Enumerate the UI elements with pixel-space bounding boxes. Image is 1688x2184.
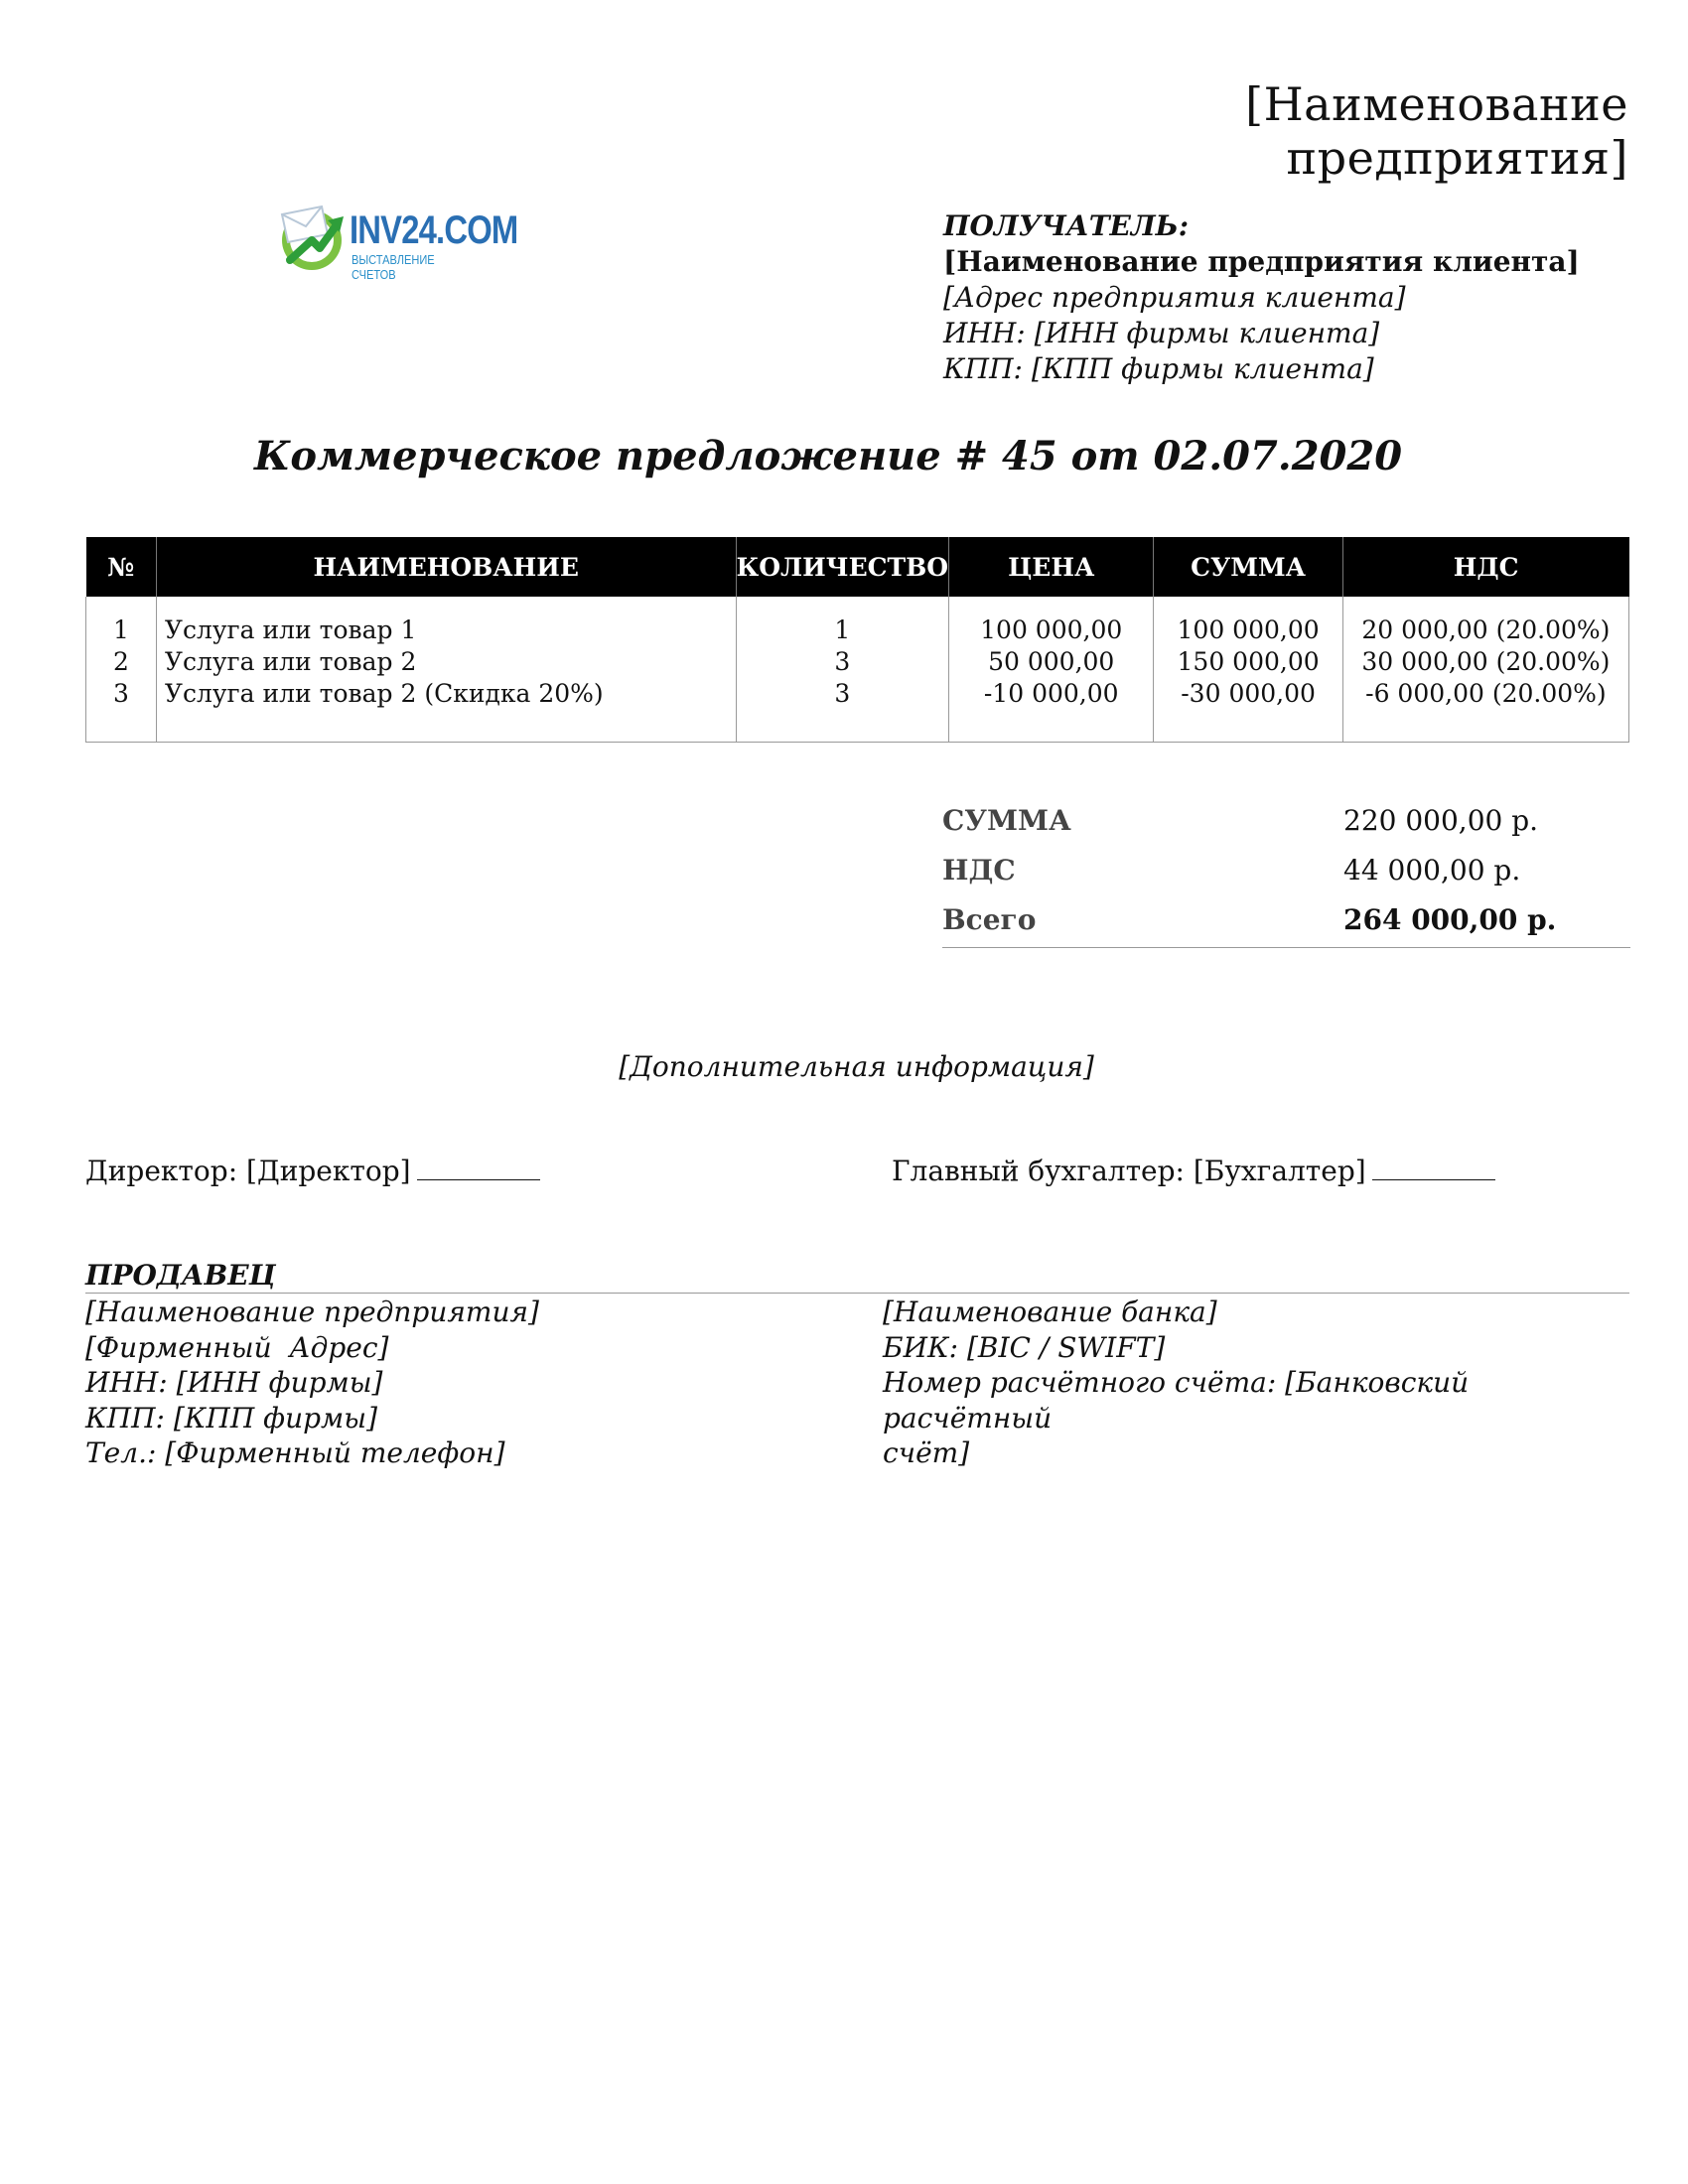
items-table	[85, 537, 1629, 743]
row-number: 3	[112, 679, 129, 708]
totals-vat-row	[942, 854, 1630, 903]
seller-details	[85, 1295, 840, 1471]
accountant-signature	[892, 1154, 1495, 1187]
cell-numbers	[86, 597, 157, 743]
row-price: -10 000,00	[983, 679, 1119, 708]
totals-divider	[942, 947, 1630, 948]
row-sum: 100 000,00	[1177, 615, 1320, 644]
seller-divider	[85, 1293, 1629, 1294]
seller-address: [Фирменный Адрес]	[85, 1330, 389, 1364]
row-quantity: 1	[834, 615, 851, 644]
envelope-arrow-icon	[276, 201, 348, 272]
bank-bic: БИК: [BIC / SWIFT]	[883, 1330, 1166, 1364]
director-signature-line	[417, 1154, 540, 1180]
row-quantity: 3	[834, 647, 851, 676]
row-name: Услуга или товар 2	[164, 647, 417, 676]
seller-company: [Наименование предприятия]	[85, 1296, 539, 1328]
cell-sums	[1154, 597, 1342, 743]
logo	[276, 201, 518, 282]
totals-block	[942, 804, 1630, 953]
cell-names	[156, 597, 736, 743]
header-name: НАИМЕНОВАНИЕ	[156, 537, 736, 597]
recipient-kpp: КПП: [КПП фирмы клиента]	[943, 352, 1374, 385]
row-vat: 20 000,00 (20.00%)	[1361, 615, 1611, 644]
accountant-signature-line	[1372, 1154, 1495, 1180]
sum-value: 220 000,00 р.	[1343, 804, 1539, 837]
header-quantity: КОЛИЧЕСТВО	[736, 537, 949, 597]
recipient-name: [Наименование предприятия клиента]	[943, 245, 1580, 278]
vat-value: 44 000,00 р.	[1343, 854, 1521, 887]
totals-total-row	[942, 903, 1630, 953]
additional-info: [Дополнительная информация]	[619, 1050, 1094, 1083]
header-price: ЦЕНА	[949, 537, 1154, 597]
sum-label: СУММА	[942, 804, 1071, 837]
company-title: [Наименование предприятия]	[1245, 77, 1628, 185]
recipient-block	[943, 208, 1638, 387]
totals-sum-row	[942, 804, 1630, 854]
total-label: Всего	[942, 903, 1037, 936]
row-price: 50 000,00	[988, 647, 1115, 676]
seller-kpp: КПП: [КПП фирмы]	[85, 1401, 377, 1434]
seller-label: ПРОДАВЕЦ	[85, 1259, 276, 1292]
header-number: №	[86, 537, 157, 597]
seller-phone: Тел.: [Фирменный телефон]	[85, 1436, 505, 1469]
seller-inn: ИНН: [ИНН фирмы]	[85, 1366, 383, 1399]
cell-vats	[1342, 597, 1628, 743]
director-label: Директор: [Директор]	[85, 1155, 411, 1187]
logo-subtitle: ВЫСТАВЛЕНИЕ СЧЕТОВ	[352, 252, 435, 282]
row-price: 100 000,00	[980, 615, 1123, 644]
cell-prices	[949, 597, 1154, 743]
row-number: 2	[112, 647, 129, 676]
logo-text: INV24.COM	[350, 208, 518, 252]
vat-label: НДС	[942, 854, 1016, 887]
bank-name: [Наименование банка]	[883, 1296, 1217, 1328]
bank-account-line-1: Номер расчётного счёта: [Банковский расчётный	[883, 1366, 1470, 1434]
bank-account-line-2: счёт]	[883, 1436, 970, 1469]
row-number: 1	[112, 615, 129, 644]
row-sum: -30 000,00	[1181, 679, 1316, 708]
row-vat: 30 000,00 (20.00%)	[1361, 647, 1611, 676]
row-name: Услуга или товар 2 (Скидка 20%)	[164, 679, 604, 708]
recipient-address: [Адрес предприятия клиента]	[943, 281, 1406, 314]
document-title: Коммерческое предложение # 45 от 02.07.2020	[253, 433, 1403, 479]
row-quantity: 3	[834, 679, 851, 708]
row-sum: 150 000,00	[1177, 647, 1320, 676]
row-vat: -6 000,00 (20.00%)	[1365, 679, 1607, 708]
recipient-inn: ИНН: [ИНН фирмы клиента]	[943, 317, 1380, 349]
row-name: Услуга или товар 1	[164, 615, 417, 644]
accountant-label: Главный бухгалтер: [Бухгалтер]	[892, 1155, 1366, 1187]
total-value: 264 000,00 р.	[1343, 903, 1557, 936]
header-vat: НДС	[1342, 537, 1628, 597]
table-header-row	[86, 537, 1629, 597]
bank-details	[883, 1295, 1578, 1471]
cell-quantities	[736, 597, 949, 743]
header-sum: СУММА	[1154, 537, 1342, 597]
recipient-label: ПОЛУЧАТЕЛЬ:	[943, 209, 1190, 242]
table-row	[86, 597, 1629, 743]
director-signature	[85, 1154, 540, 1187]
